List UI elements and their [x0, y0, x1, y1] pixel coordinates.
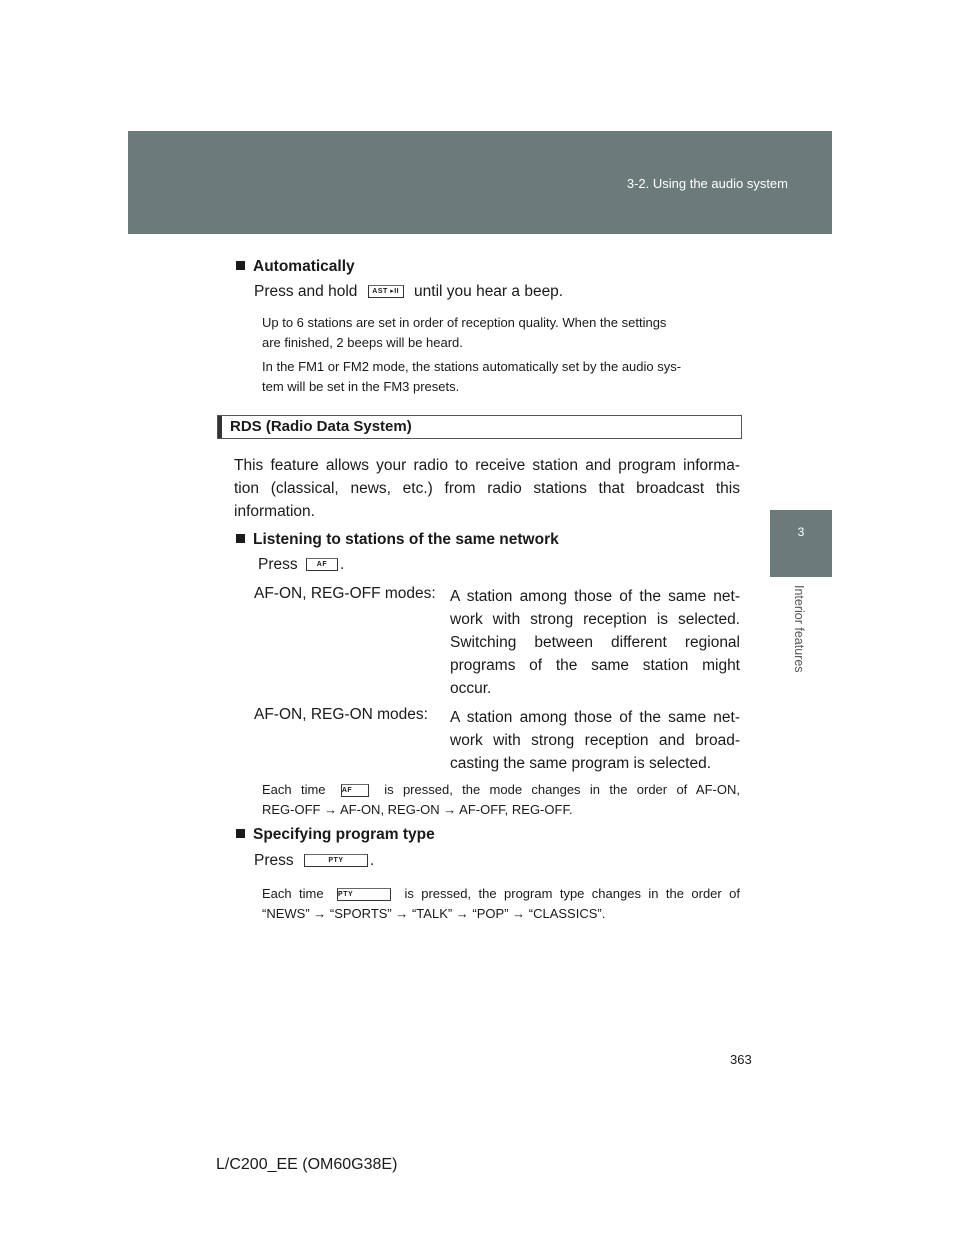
heading-automatically: Automatically [236, 258, 355, 276]
section-marker [218, 416, 222, 438]
rds-title: RDS (Radio Data System) [230, 418, 412, 435]
heading-same-network: Listening to stations of the same network [236, 531, 559, 549]
automatic-instruction: Press and hold AST ▸II until you hear a beep. [254, 283, 564, 300]
program-instruction: Press PTY . [254, 852, 375, 869]
automatic-note-2: In the FM1 or FM2 mode, the stations automatically set by the audio sys- tem will be set in the FM3 presets. [262, 359, 682, 394]
section-title: 3-2. Using the audio system [626, 176, 788, 191]
automatic-note-1: Up to 6 stations are set in order of reception quality. When the settings are finished, 2 beeps will be heard. [262, 315, 667, 350]
chapter-number: 3 [797, 525, 805, 539]
page-number: 363 [730, 1052, 752, 1067]
pty-button-icon: PTY [304, 854, 368, 867]
chapter-label: Interior features [792, 585, 806, 673]
mode1-description: A station among those of the same net- work with strong reception is selected. Switching between different regional programs of the same station might occur. [450, 588, 740, 697]
bullet-square-icon [236, 261, 245, 270]
rds-section-header [217, 415, 742, 439]
heading-program-type: Specifying program type [236, 826, 435, 844]
af-button-icon: AF [306, 558, 338, 571]
ast-button-icon: AST ▸II [368, 285, 404, 298]
network-instruction: Press AF . [258, 556, 345, 573]
header-band [128, 131, 832, 234]
bullet-square-icon [236, 829, 245, 838]
manual-code: L/C200_EE (OM60G38E) [216, 1156, 398, 1173]
mode2-description: A station among those of the same net- work with strong reception and broad- casting the same program is selected. [450, 709, 740, 772]
bullet-square-icon [236, 534, 245, 543]
program-note: Each time PTY is pressed, the program type changes in the order of “NEWS” → “SPORTS” → “TALK” → “POP” → “CLASSICS”. [262, 886, 740, 921]
pty-button-icon: PTY [337, 888, 391, 901]
af-button-icon: AF [341, 784, 369, 797]
mode2-label: AF-ON, REG-ON modes: [254, 706, 428, 723]
network-note: Each time AF is pressed, the mode changes in the order of AF-ON, REG-OFF → AF-ON, REG-ON → AF-OFF, REG-OFF. [262, 782, 740, 817]
chapter-tab [770, 510, 832, 577]
mode1-label: AF-ON, REG-OFF modes: [254, 585, 436, 602]
rds-intro: This feature allows your radio to receive station and program informa- tion (classical, news, etc.) from radio stations that broadcast this information. [234, 457, 740, 520]
